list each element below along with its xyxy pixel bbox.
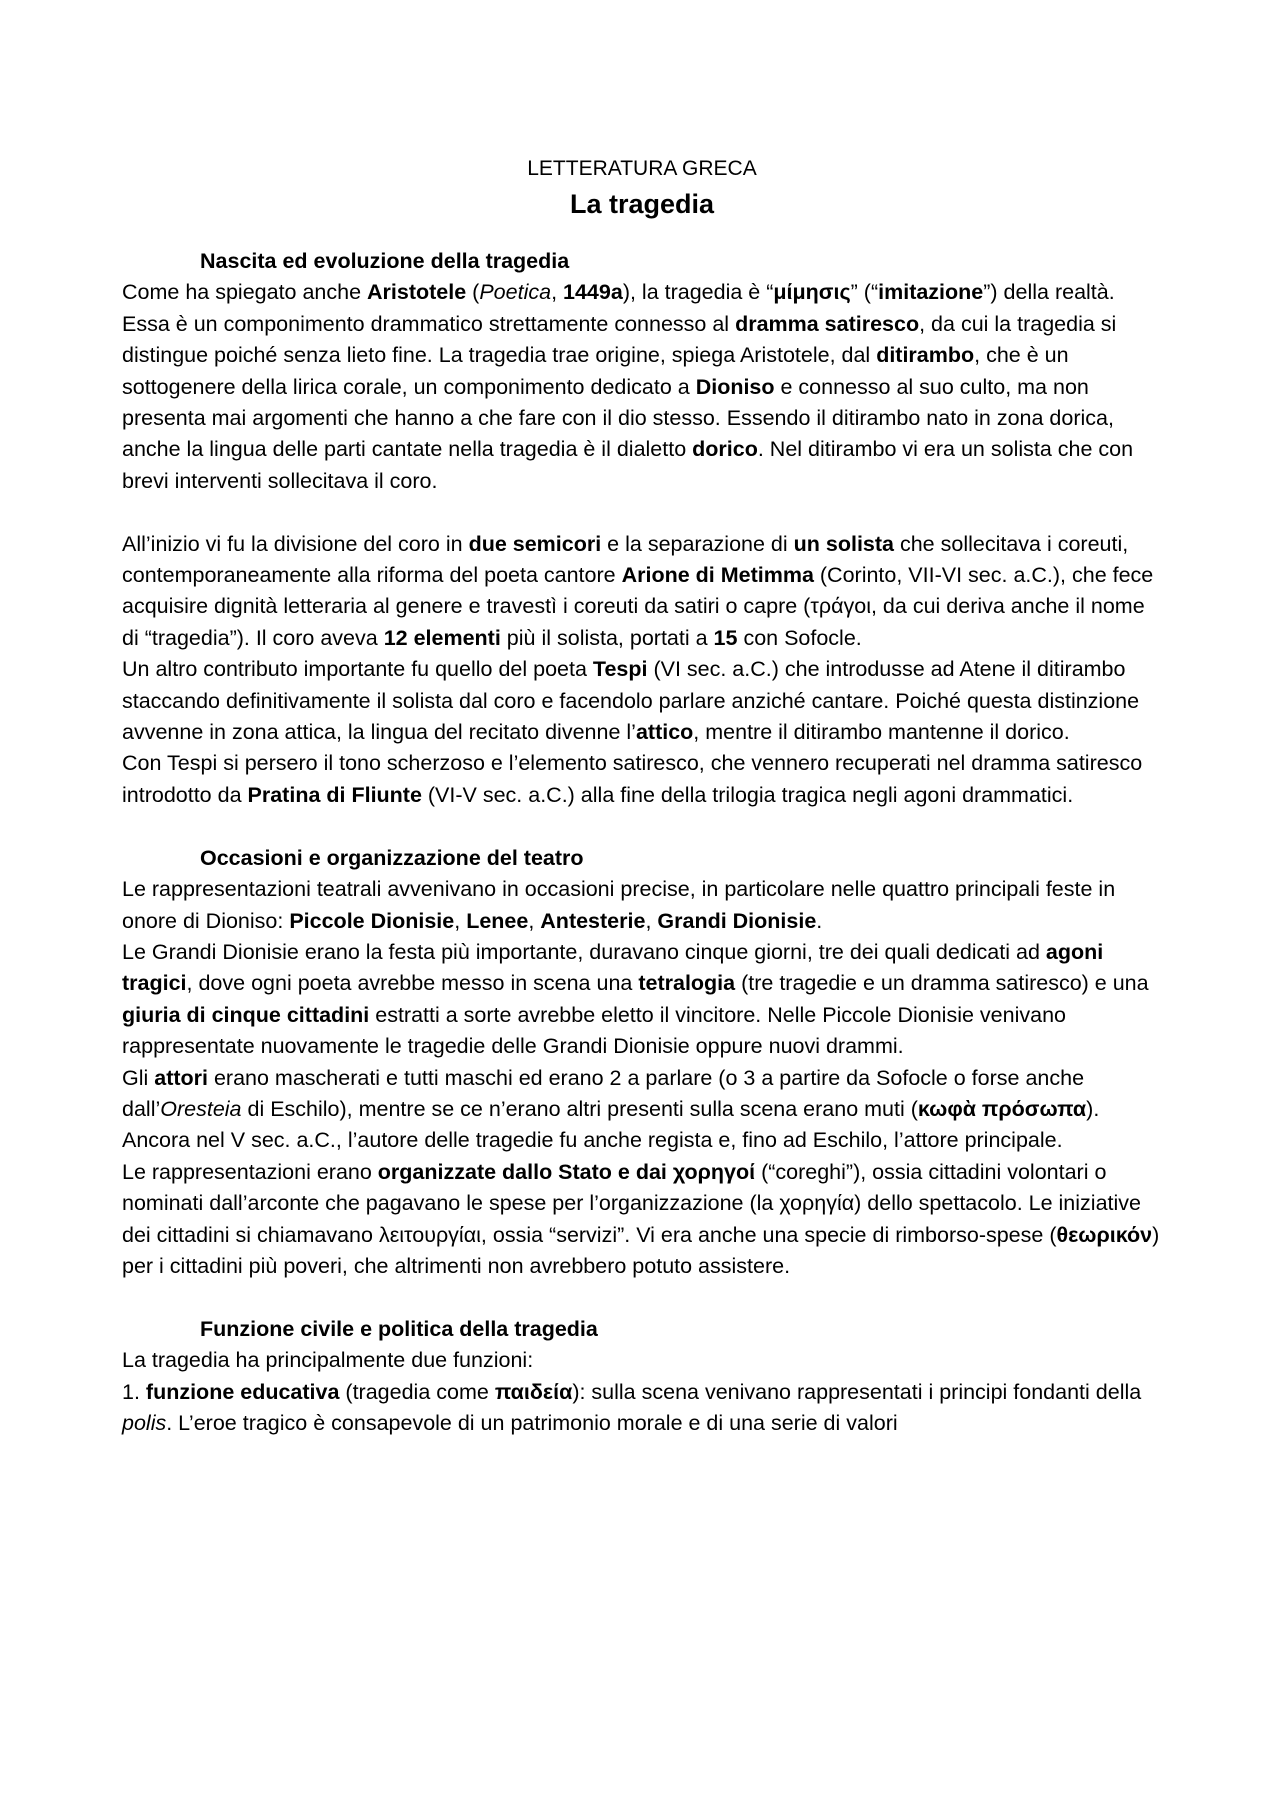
text-run: ) per i cittadini più poveri, che altrimenti non avrebbero potuto assistere. xyxy=(122,1222,1160,1278)
text-run: ” (“ xyxy=(850,280,879,305)
text-run: (VI sec. a.C.) che introdusse ad Atene il ditirambo staccando definitivamente il solista dal coro e facendolo parlare anziché cantare. Poiché questa distinzione avvenne in zona attica, la lingua del recitato divenne l’ xyxy=(122,657,1140,745)
paragraph xyxy=(122,1377,1162,1440)
paragraph xyxy=(122,529,1162,655)
text-run: Le rappresentazioni teatrali avvenivano in occasioni precise, in particolare nelle quattro principali feste in onore di Dioniso: xyxy=(122,877,1116,933)
text-run: Come ha spiegato anche xyxy=(122,280,368,305)
text-run: (tre tragedie e un dramma satiresco) e una xyxy=(735,971,1149,996)
paragraph xyxy=(122,654,1162,748)
text-run: . L’eroe tragico è consapevole di un patrimonio morale e di una serie di valori xyxy=(166,1410,898,1435)
bold-text: un solista xyxy=(793,531,894,556)
paragraph xyxy=(122,1063,1162,1157)
bold-text: organizzate dallo Stato e dai χορηγοί xyxy=(377,1159,756,1184)
text-run: , xyxy=(454,908,467,933)
bold-text: attico xyxy=(635,720,694,745)
text-run: estratti a sorte avrebbe eletto il vincitore. Nelle Piccole Dionisie venivano rappresentate nuovamente le tragedie delle Grandi Dionisie oppure nuovi drammi. xyxy=(122,1002,1066,1059)
text-run: , xyxy=(551,280,564,305)
text-run: (tragedia come xyxy=(339,1379,495,1404)
bold-text: Lenee xyxy=(466,908,529,933)
text-run: Gli xyxy=(122,1065,155,1090)
document-title: La tragedia xyxy=(569,189,715,219)
text-run: , xyxy=(528,908,541,933)
italic-text: Poetica xyxy=(479,280,552,305)
bold-text: giuria di cinque cittadini xyxy=(122,1002,370,1027)
section-heading: Funzione civile e politica della tragedia xyxy=(200,1316,598,1341)
text-run: , da cui la tragedia si distingue poiché senza lieto fine. La tragedia trae origine, spiega Aristotele, dal xyxy=(122,311,1117,368)
text-run: ). Ancora nel V sec. a.C., l’autore delle tragedie fu anche regista e, fino ad Eschilo, l’attore principale. xyxy=(122,1096,1100,1153)
bold-text: agoni tragici xyxy=(122,939,1104,996)
bold-text: 12 elementi xyxy=(383,625,501,650)
text-run: , xyxy=(645,908,658,933)
bold-text: attori xyxy=(154,1065,208,1090)
paragraph xyxy=(122,1345,1162,1376)
text-run: (VI-V sec. a.C.) alla fine della trilogia tragica negli agoni drammatici. xyxy=(421,782,1074,807)
bold-text: μίμησις xyxy=(773,280,851,305)
bold-text: θεωρικόν xyxy=(1056,1222,1153,1247)
text-run: ): sulla scena venivano rappresentati i principi fondanti della xyxy=(572,1379,1142,1404)
bold-text: Pratina di Fliunte xyxy=(247,782,422,807)
document-subject: LETTERATURA GRECA xyxy=(527,157,757,180)
bold-text: Antesterie xyxy=(540,908,646,933)
text-run: ( xyxy=(466,280,480,305)
section-funzione xyxy=(122,1314,1162,1440)
bold-text: Tespi xyxy=(592,657,648,682)
bold-text: Grandi Dionisie xyxy=(657,908,817,933)
text-run: (“coreghi”), ossia cittadini volontari o nominati dall’arconte che pagavano le spese per l’organizzazione (la χορηγία) dello spettacolo. Le iniziative dei cittadini si chiamavano λειτουργίαι, ossia “servizi”. Vi era anche una specie di rimborso-spese ( xyxy=(122,1159,1141,1247)
text-run: erano mascherati e tutti maschi ed erano 2 a parlare (o 3 a partire da Sofocle o forse anche dall’ xyxy=(122,1065,1085,1121)
section-heading: Occasioni e organizzazione del teatro xyxy=(200,845,584,870)
text-run: ”) della realtà. Essa è un componimento drammatico strettamente connesso al xyxy=(122,280,1115,336)
document-body xyxy=(122,152,1162,1439)
text-run: che sollecitava i coreuti, contemporaneamente alla riforma del poeta cantore xyxy=(122,531,1129,588)
text-run: , mentre il ditirambo mantenne il dorico. xyxy=(693,720,1070,745)
document-heading xyxy=(122,152,1162,222)
bold-text: Dioniso xyxy=(695,374,775,399)
bold-text: dramma satiresco xyxy=(735,311,920,336)
bold-text: Piccole Dionisie xyxy=(289,908,455,933)
bold-text: παιδεία xyxy=(494,1379,573,1404)
text-run: , dove ogni poeta avrebbe messo in scena una xyxy=(186,971,639,996)
text-run: e connesso al suo culto, ma non presenta mai argomenti che hanno a che fare con il dio stesso. Essendo il ditirambo nato in zona dorica, anche la lingua delle parti cantate nella tragedia è il dialetto xyxy=(122,374,1114,462)
bold-text: tetralogia xyxy=(638,971,736,996)
bold-text: Aristotele xyxy=(367,280,467,305)
text-run: Un altro contributo importante fu quello del poeta xyxy=(122,657,593,682)
paragraph xyxy=(122,748,1162,811)
bold-text: κωφὰ πρόσωπα xyxy=(917,1096,1087,1121)
italic-text: Oresteia xyxy=(160,1096,242,1121)
section-heading: Nascita ed evoluzione della tragedia xyxy=(200,249,570,273)
section-nascita xyxy=(122,246,1162,811)
text-run: di Eschilo), mentre se ce n’erano altri presenti sulla scena erano muti ( xyxy=(241,1096,918,1121)
text-run: . xyxy=(816,908,823,933)
bold-text: 15 xyxy=(713,625,738,650)
text-run: più il solista, portati a xyxy=(500,625,714,650)
bold-text: Arione di Metimma xyxy=(621,563,814,588)
text-run: (Corinto, VII-VI sec. a.C.), che fece acquisire dignità letteraria al genere e travestì i coreuti da satiri o capre (τράγοι, da cui deriva anche il nome di “tragedia”). Il coro aveva xyxy=(122,563,1154,650)
bold-text: ditirambo xyxy=(876,343,975,368)
bold-text: imitazione xyxy=(878,280,984,305)
text-run: con Sofocle. xyxy=(737,625,862,650)
text-run: La tragedia ha principalmente due funzioni: xyxy=(122,1348,534,1373)
bold-text: funzione educativa xyxy=(145,1379,340,1404)
bold-text: due semicori xyxy=(468,531,602,556)
text-run: 1. xyxy=(122,1379,146,1404)
section-occasioni xyxy=(122,843,1162,1283)
text-run: , che è un sottogenere della lirica corale, un componimento dedicato a xyxy=(122,343,1069,399)
paragraph xyxy=(122,937,1162,1063)
bold-text: dorico xyxy=(692,437,758,462)
text-run: All’inizio vi fu la divisione del coro in xyxy=(122,531,469,556)
paragraph xyxy=(122,277,1162,497)
italic-text: polis xyxy=(122,1410,167,1435)
text-run: Le Grandi Dionisie erano la festa più importante, duravano cinque giorni, tre dei quali dedicati ad xyxy=(122,939,1046,964)
paragraph xyxy=(122,874,1162,937)
text-run: Con Tespi si persero il tono scherzoso e l’elemento satiresco, che vennero recuperati nel dramma satiresco introdotto da xyxy=(122,751,1143,807)
bold-text: 1449a xyxy=(563,280,623,305)
text-run: ), la tragedia è “ xyxy=(622,280,774,305)
text-run: Le rappresentazioni erano xyxy=(122,1159,378,1184)
paragraph xyxy=(122,1157,1162,1283)
text-run: e la separazione di xyxy=(601,531,794,556)
text-run: . Nel ditirambo vi era un solista che con brevi interventi sollecitava il coro. xyxy=(122,437,1134,493)
